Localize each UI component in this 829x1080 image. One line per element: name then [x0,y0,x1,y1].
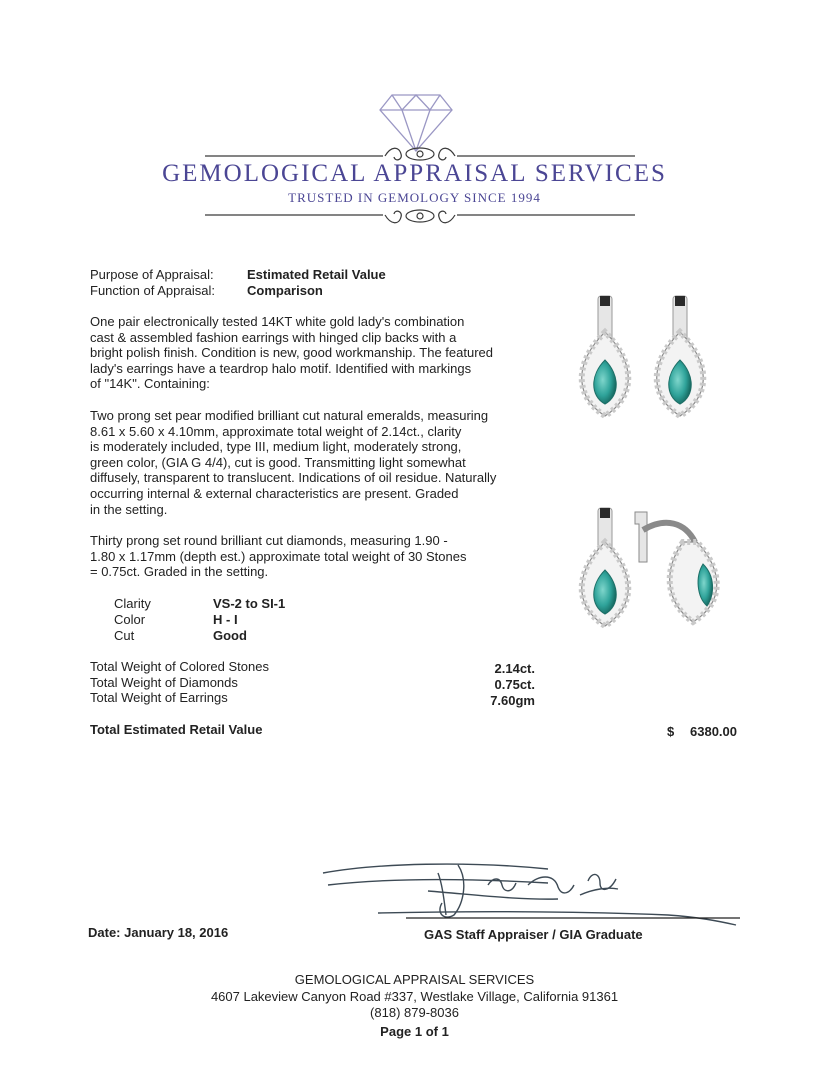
emerald-line: occurring internal & external characteristics are present. Graded [90,485,459,501]
description-line: lady's earrings have a teardrop halo motif. Identified with markings [90,360,472,376]
logo-title: GEMOLOGICAL APPRAISAL SERVICES [162,160,667,187]
left-earring [582,296,629,416]
total-value: 7.60gm [490,693,535,708]
total-label: Total Weight of Earrings [90,690,228,705]
right-earring-side [635,512,717,622]
emerald-line: diffusely, transparent to translucent. Indications of oil residue. Naturally [90,470,497,486]
emerald-line: is moderately included, type III, medium light, moderately strong, [90,439,462,455]
emerald-line: Two prong set pear modified brilliant cut natural emeralds, measuring [90,408,489,423]
grade-value: H - I [213,612,238,627]
total-label: Total Weight of Colored Stones [90,659,269,674]
grade-value: Good [213,628,247,643]
diamond-line: 1.80 x 1.17mm (depth est.) approximate total weight of 30 Stones [90,548,467,564]
purpose-label: Purpose of Appraisal: [90,267,214,282]
bottom-ornament-icon [205,205,635,227]
total-value: 2.14ct. [494,661,535,676]
left-earring [582,508,629,626]
function-value: Comparison [247,283,323,298]
earrings-front-image [565,290,745,425]
signature-icon [318,855,743,935]
emerald-line: in the setting. [90,501,168,517]
total-value: 0.75ct. [494,677,535,692]
total-label: Total Weight of Diamonds [90,675,238,690]
description-line: cast & assembled fashion earrings with hinged clip backs with a [90,329,457,345]
emerald-paragraph [90,408,496,517]
diamond-paragraph [90,533,467,580]
footer-phone: (818) 879-8036 [370,1005,459,1020]
appraiser-title: GAS Staff Appraiser / GIA Graduate [424,927,643,942]
footer-address: 4607 Lakeview Canyon Road #337, Westlake Village, California 91361 [210,989,619,1004]
function-label: Function of Appraisal: [90,283,216,298]
description-line: One pair electronically tested 14KT white gold lady's combination [90,314,465,329]
retail-amount: 6380.00 [690,724,737,739]
description-line: of "14K". Containing: [90,376,210,392]
description-paragraph [90,314,493,392]
diamond-line: Thirty prong set round brilliant cut diamonds, measuring 1.90 - [90,533,448,548]
diamond-line: = 0.75ct. Graded in the setting. [90,564,269,580]
appraisal-date: Date: January 18, 2016 [88,925,229,940]
purpose-value: Estimated Retail Value [247,267,386,282]
emerald-line: 8.61 x 5.60 x 4.10mm, approximate total weight of 2.14ct., clarity [90,423,462,439]
right-earring [657,296,704,416]
description-line: bright polish finish. Condition is new, good workmanship. The featured [90,345,493,361]
retail-label: Total Estimated Retail Value [90,722,263,737]
grade-label: Clarity [114,596,151,611]
emerald-line: green color, (GIA G 4/4), cut is good. Transmitting light somewhat [90,454,466,470]
earrings-side-image [565,502,745,637]
page-number: Page 1 of 1 [380,1024,449,1039]
retail-currency: $ [667,724,675,739]
footer-company: GEMOLOGICAL APPRAISAL SERVICES [294,972,535,987]
grade-value: VS-2 to SI-1 [213,596,286,611]
grade-label: Cut [114,628,135,643]
logo-subtitle: TRUSTED IN GEMOLOGY SINCE 1994 [288,190,541,205]
grade-label: Color [114,612,146,627]
